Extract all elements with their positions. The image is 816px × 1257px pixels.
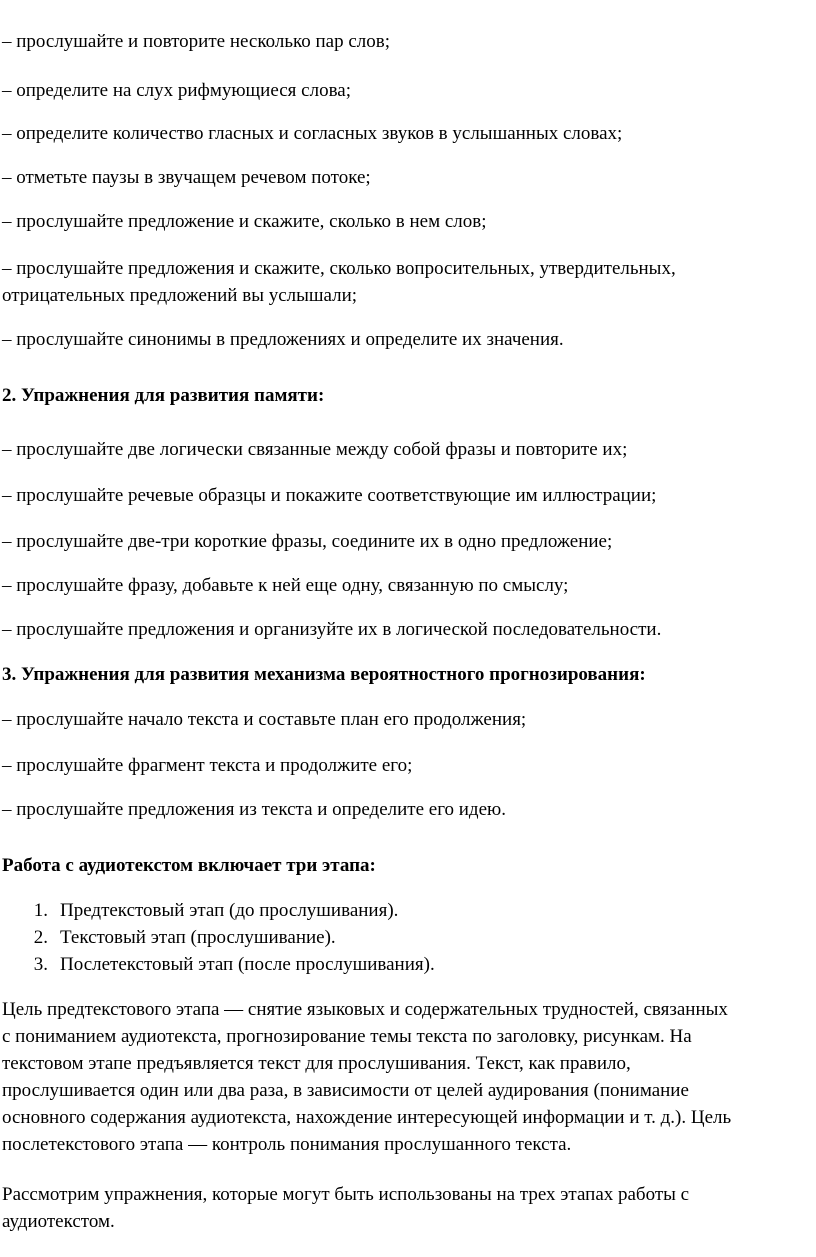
section-heading: 3. Упражнения для развития механизма вероятностного прогнозирования: bbox=[2, 664, 646, 685]
paragraph-line: основного содержания аудиотекста, нахождение интересующей информации и т. д.). Цель bbox=[2, 1107, 732, 1128]
list-item: – прослушайте две логически связанные между собой фразы и повторите их; bbox=[2, 439, 628, 460]
item-number: 2. bbox=[33, 927, 48, 948]
list-item: – прослушайте две-три короткие фразы, соедините их в одно предложение; bbox=[2, 531, 613, 552]
paragraph-line: с пониманием аудиотекста, прогнозирование темы текста по заголовку, рисункам. На bbox=[2, 1026, 692, 1047]
list-item: – прослушайте предложения и скажите, сколько вопросительных, утвердительных, bbox=[2, 258, 676, 279]
section-heading: Работа с аудиотекстом включает три этапа: bbox=[2, 855, 376, 876]
list-item: – прослушайте синонимы в предложениях и определите их значения. bbox=[2, 329, 564, 350]
paragraph-line: аудиотекстом. bbox=[2, 1211, 115, 1232]
item-number: 3. bbox=[33, 954, 48, 975]
list-item: – определите на слух рифмующиеся слова; bbox=[2, 80, 352, 101]
paragraph-line: прослушивается один или два раза, в зависимости от целей аудирования (понимание bbox=[2, 1080, 689, 1101]
paragraph-line: Рассмотрим упражнения, которые могут быть использованы на трех этапах работы с bbox=[2, 1184, 690, 1205]
list-item-continuation: отрицательных предложений вы услышали; bbox=[2, 285, 358, 306]
item-number: 1. bbox=[33, 900, 48, 921]
list-item: – прослушайте начало текста и составьте план его продолжения; bbox=[2, 709, 527, 730]
section-heading: 2. Упражнения для развития памяти: bbox=[2, 385, 325, 406]
item-text: Предтекстовый этап (до прослушивания). bbox=[60, 900, 399, 921]
item-text: Послетекстовый этап (после прослушивания). bbox=[60, 954, 435, 975]
list-item: – прослушайте предложения и организуйте их в логической последовательности. bbox=[2, 619, 662, 640]
list-item: – определите количество гласных и согласных звуков в услышанных словах; bbox=[2, 123, 623, 144]
list-item: – прослушайте речевые образцы и покажите соответствующие им иллюстрации; bbox=[2, 485, 657, 506]
item-text: Текстовый этап (прослушивание). bbox=[60, 927, 336, 948]
paragraph-line: Цель предтекстового этапа — снятие языковых и содержательных трудностей, связанных bbox=[2, 999, 728, 1020]
list-item: – прослушайте и повторите несколько пар слов; bbox=[2, 31, 391, 52]
paragraph-line: послетекстового этапа — контроль понимания прослушанного текста. bbox=[2, 1134, 572, 1155]
list-item: – прослушайте фрагмент текста и продолжите его; bbox=[2, 755, 413, 776]
paragraph-line: текстовом этапе предъявляется текст для прослушивания. Текст, как правило, bbox=[2, 1053, 631, 1074]
list-item: – отметьте паузы в звучащем речевом потоке; bbox=[2, 167, 371, 188]
list-item: – прослушайте фразу, добавьте к ней еще одну, связанную по смыслу; bbox=[2, 575, 569, 596]
list-item: – прослушайте предложение и скажите, сколько в нем слов; bbox=[2, 211, 487, 232]
list-item: – прослушайте предложения из текста и определите его идею. bbox=[2, 799, 506, 820]
